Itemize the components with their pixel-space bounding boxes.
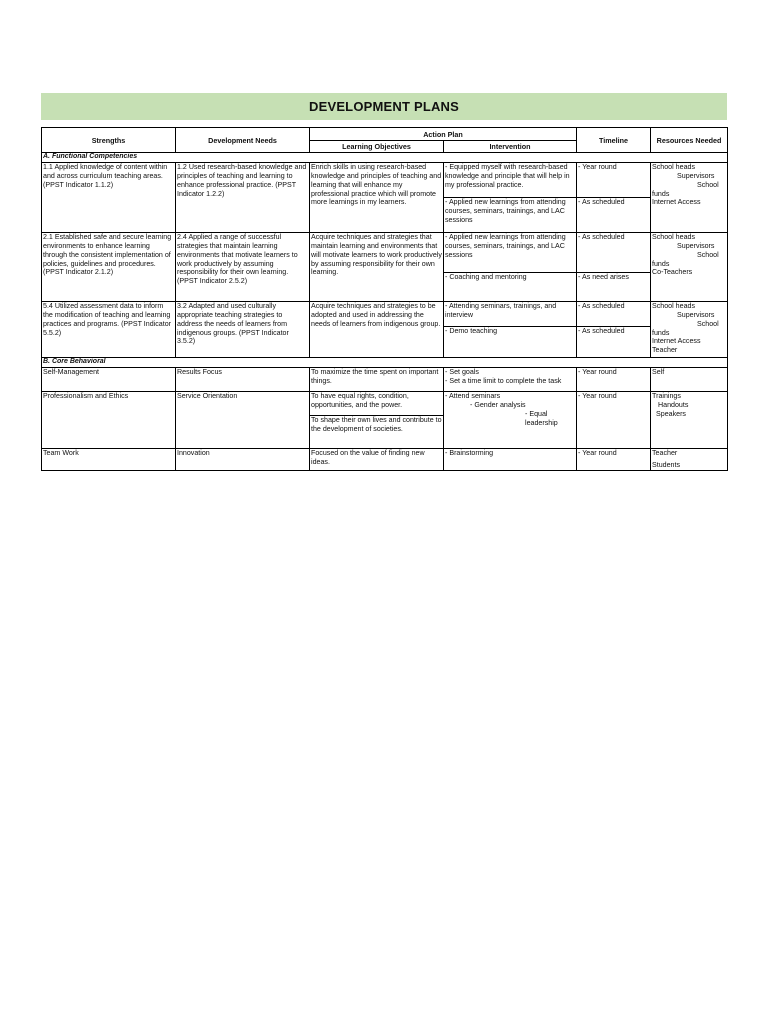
table-cell-strength: Professionalism and Ethics [42,392,176,449]
resource-item: Supervisors [677,171,715,180]
resource-item: Internet Access [652,337,701,346]
resource-item: Students [652,460,681,469]
resource-item: Teacher [652,449,678,457]
table-cell-timeline: - Year round [577,392,651,449]
table-cell-resources [651,233,728,302]
table-cell-development-need: 2.4 Applied a range of successful strategies that maintain learning environments that motivate learners to work productively by assuming responsibility for their own learning. (PPST Indicator 2.5.2) [176,233,310,302]
resource-item: funds [652,328,670,337]
header-strengths: Strengths [42,128,176,153]
table-cell-timeline: - As scheduled [577,302,651,327]
resource-item: Handouts [658,400,689,409]
section-core-behavioral: B. Core Behavioral [42,358,728,368]
table-cell-learning-objective: To shape their own lives and contribute to the development of societies. [310,416,444,449]
table-cell-intervention: - Coaching and mentoring [444,273,577,302]
table-cell-resources: Self [651,368,728,392]
table-cell-learning-objective: To have equal rights, condition, opportunities, and the power. [310,392,444,416]
table-cell-timeline: - Year round [577,163,651,198]
table-cell-intervention [444,392,577,449]
table-cell-development-need: 1.2 Used research-based knowledge and principles of teaching and learning to enhance professional practice. (PPST Indicator 1.2.2) [176,163,310,233]
table-cell-strength: Team Work [42,449,176,471]
section-functional-competencies: A. Functional Competencies [42,153,728,163]
intervention-item: - Set goals [445,368,479,376]
table-cell-intervention: - Applied new learnings from attending courses, seminars, trainings, and LAC sessions [444,233,577,273]
table-cell-strength: Self-Management [42,368,176,392]
resource-item: School heads [652,163,696,171]
header-timeline: Timeline [577,128,651,153]
table-cell-resources [651,449,728,471]
table-cell-intervention: - Demo teaching [444,327,577,358]
resource-item: Speakers [656,409,686,418]
page-title: DEVELOPMENT PLANS [41,93,727,120]
development-plan-table [41,127,728,471]
table-cell-timeline: - As scheduled [577,233,651,273]
table-cell-resources [651,302,728,358]
table-cell-strength: 2.1 Established safe and secure learning environments to enhance learning through the consistent implementation of policies, guidelines and procedures. (PPST Indicator 2.1.2) [42,233,176,302]
resource-item: School [697,319,719,328]
intervention-item: - Attend seminars [445,392,501,400]
header-development-needs: Development Needs [176,128,310,153]
resource-item: Internet Access [652,198,701,207]
table-cell-development-need: Innovation [176,449,310,471]
table-cell-learning-objective: Focused on the value of finding new ideas. [310,449,444,471]
resource-item: School [697,250,719,259]
table-cell-intervention: - Applied new learnings from attending courses, seminars, trainings, and LAC sessions [444,198,577,233]
table-cell-timeline: - Year round [577,449,651,471]
table-cell-intervention [444,368,577,392]
resource-item: funds [652,189,670,198]
resource-item: Trainings [652,392,681,400]
table-cell-intervention: - Equipped myself with research-based knowledge and principle that will help in my professional practice. [444,163,577,198]
resource-item: School [697,180,719,189]
resource-item: Co-Teachers [652,268,693,277]
table-cell-learning-objective: Enrich skills in using research-based knowledge and principles of teaching and learning that will enhance my professional practice which will promote more learnings in my learners. [310,163,444,233]
resource-item: School heads [652,302,696,310]
table-cell-resources [651,392,728,449]
intervention-item: - Equal leadership [525,409,558,427]
intervention-item: - Gender analysis [470,400,526,409]
header-action-plan: Action Plan [310,128,577,141]
table-cell-timeline: - Year round [577,368,651,392]
table-cell-strength: 5.4 Utilized assessment data to inform the modification of teaching and learning practices and programs. (PPST Indicator 5.5.2) [42,302,176,358]
table-cell-development-need: Results Focus [176,368,310,392]
table-cell-learning-objective: Acquire techniques and strategies to be adopted and used in addressing the needs of learners from indigenous group. [310,302,444,358]
table-cell-timeline: - As need arises [577,273,651,302]
table-cell-learning-objective: To maximize the time spent on important things. [310,368,444,392]
header-learning-objectives: Learning Objectives [310,141,444,153]
table-cell-learning-objective: Acquire techniques and strategies that maintain learning and environments that will motivate learners to work productively by assuming responsibility for their own learning. [310,233,444,302]
table-cell-resources [651,163,728,233]
resource-item: funds [652,259,670,268]
header-resources-needed: Resources Needed [651,128,728,153]
table-cell-timeline: - As scheduled [577,198,651,233]
table-cell-development-need: Service Orientation [176,392,310,449]
table-cell-development-need: 3.2 Adapted and used culturally appropriate teaching strategies to address the needs of learners from indigenous groups. (PPST Indicator 3.5.2) [176,302,310,358]
intervention-item: - Set a time limit to complete the task [445,376,562,385]
resource-item: Supervisors [677,310,715,319]
resource-item: School heads [652,233,696,241]
table-cell-intervention: - Brainstorming [444,449,577,471]
table-cell-timeline: - As scheduled [577,327,651,358]
resource-item: Teacher [652,346,678,355]
table-cell-intervention: - Attending seminars, trainings, and interview [444,302,577,327]
resource-item: Supervisors [677,241,715,250]
header-intervention: Intervention [444,141,577,153]
table-cell-strength: 1.1 Applied knowledge of content within and across curriculum teaching areas. (PPST Indicator 1.1.2) [42,163,176,233]
